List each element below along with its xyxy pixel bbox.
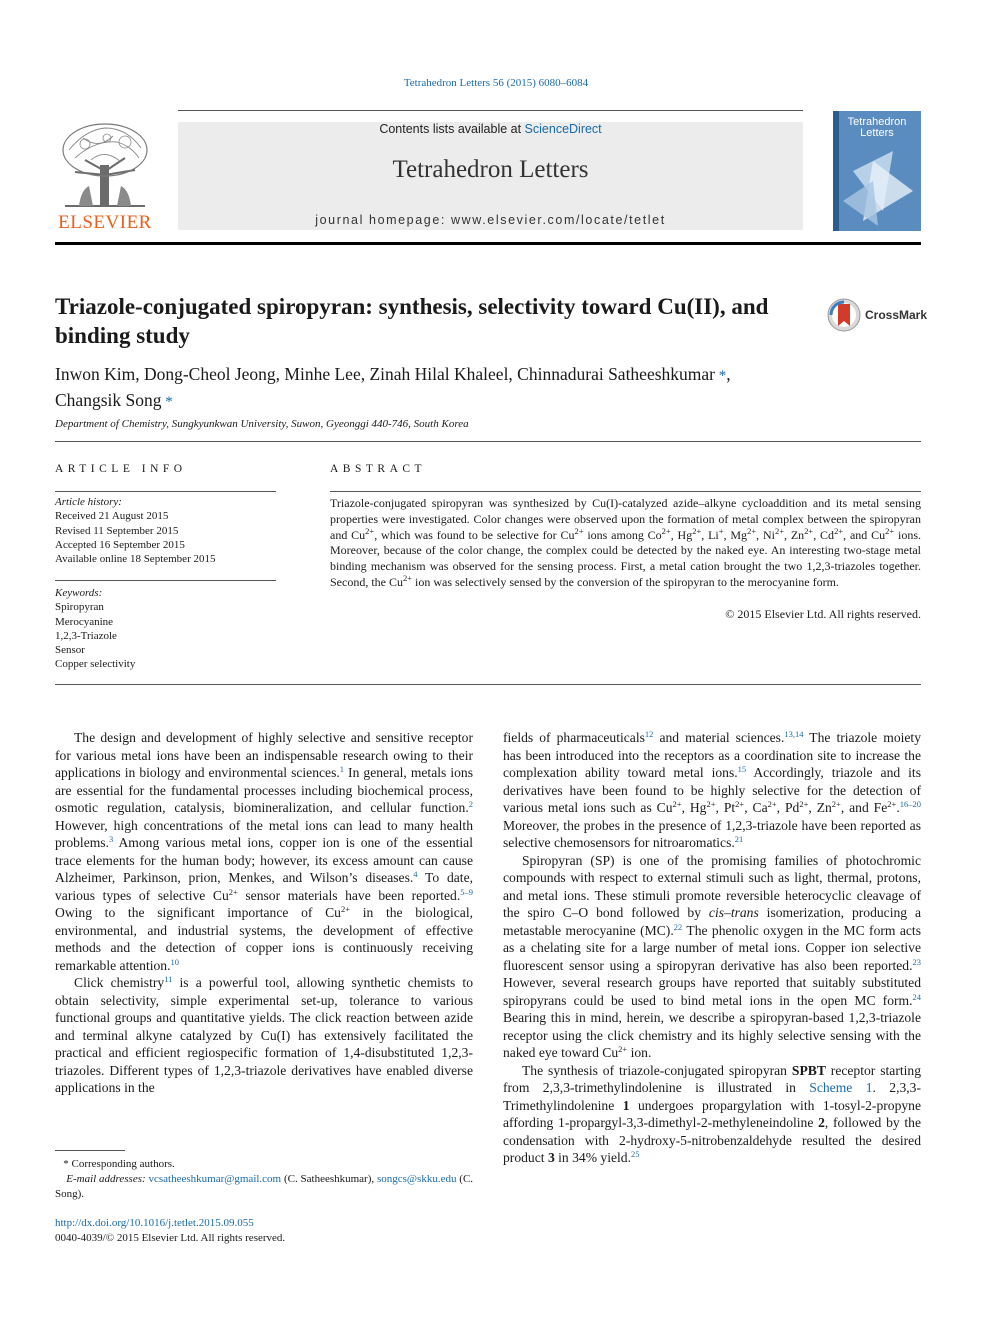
body-paragraph: fields of pharmaceuticals$^{12}$ and material sciences.$^{13,14}$ The triazole moiety has been introduced into the receptors as a coordination site to increase the complexation ability toward metal ions.$^{15}$ Accordingly, triazole and its derivatives have been found to be highly selective for the detection of various metal ions such as $Cu^{2+}$, $Hg^{2+}$, $Pt^{2+}$, $Ca^{2+}$, $Pd^{2+}$, $Zn^{2+}$, and $Fe^{2+}.^{16-20}$ Moreover, the probes in the presence of 1,2,3-triazole have been reported as selective chemosensors for nitroaromatics.$^{21}$ (503, 729, 922, 850)
crossmark-label: CrossMark (865, 308, 928, 322)
corresponding-footnote: * Corresponding authors. (55, 1158, 175, 1170)
crossmark-badge[interactable] (827, 298, 928, 332)
affiliation-rule (55, 441, 921, 442)
crossmark-icon (827, 298, 861, 332)
email-link-satheeshkumar[interactable]: vcsatheeshkumar@gmail.com (148, 1173, 282, 1185)
email2-name: (C. Song). (55, 1173, 474, 1200)
email-link-song[interactable]: songcs@skku.edu (376, 1173, 457, 1185)
elsevier-logo (55, 120, 155, 235)
keyword: 1,2,3-Triazole (55, 629, 117, 642)
info-rule (55, 491, 276, 492)
email-footnote (55, 1172, 473, 1202)
sciencedirect-link[interactable]: ScienceDirect (524, 122, 602, 136)
corresponding-mark[interactable]: * (161, 394, 173, 410)
abstract-copyright: © 2015 Elsevier Ltd. All rights reserved. (725, 607, 921, 621)
history-rule (55, 580, 276, 581)
history-item: Available online 18 September 2015 (55, 553, 216, 566)
keyword: Copper selectivity (55, 658, 136, 671)
footnote-rule (55, 1150, 125, 1151)
article-history (55, 495, 215, 566)
journal-homepage[interactable]: journal homepage: www.elsevier.com/locate/tetlet (315, 213, 666, 227)
keywords (55, 586, 135, 672)
keywords-label: Keywords: (55, 587, 103, 599)
abstract-text: Triazole-conjugated spiropyran was synthesized by Cu(I)-catalyzed azide–alkyne cycloaddition and its metal sensing properties were investigated. Color changes were observed upon the formation of metal complex between the spiropyran and $Cu^{2+}$, which was found to be selective for $Cu^{2+}$ ions among $Co^{2+}$, $Hg^{2+}$, Li+, $Mg^{2+}$, $Ni^{2+}$, $Zn^{2+}$, $Cd^{2+}$, and $Cu^{2+}$ ions. Moreover, because of the color change, the complex could be detected by the naked eye. An interesting two-stage metal binding mechanism was observed for the sensing process. First, a metal cation brought the two 1,2,3-triazoles together. Second, the $Cu^{2+}$ ion was selectively sensed by the conversion of the spiropyran to the merocyanine form. (330, 496, 921, 589)
keyword: Merocyanine (55, 615, 114, 628)
article-info-heading: ARTICLE INFO (55, 463, 187, 475)
journal-cover-image[interactable] (833, 111, 921, 231)
body-column-left (55, 729, 473, 1097)
elsevier-wordmark: ELSEVIER (58, 212, 152, 233)
body-column-right (503, 729, 921, 1167)
journal-reference-link[interactable]: Tetrahedron Letters 56 (2015) 6080–6084 (403, 77, 589, 89)
history-label: Article history: (55, 496, 122, 508)
keyword: Spiropyran (55, 601, 104, 614)
body-paragraph: The design and development of highly selective and sensitive receptor for various metal ions have been an indispensable research owing to their applications in biology and environmental sciences.$^1$ In general, metals ions are essential for the fundamental processes including biochemical process, osmotic regulation, catalysis, biomineralization, and cellular function.$^2$ However, high concentrations of the metal ions can lead to many health problems.$^3$ Among various metal ions, copper ion is one of the essential trace elements for the human body; however, its excess amount can cause Alzheimer, Parkinson, prion, Menkes, and Wilson’s diseases.$^4$ To date, various types of selective $Cu^{2+}$ sensor materials have been reported.$^{5-9}$ Owing to the significant importance of $Cu^{2+}$ in the biological, environmental, and industrial systems, the development of effective methods and the detection of copper ions is continuously receiving remarkable attention.$^{10}$ (55, 730, 474, 973)
history-item: Accepted 16 September 2015 (55, 538, 185, 551)
authors-line1: Inwon Kim, Dong-Cheol Jeong, Minhe Lee, Zinah Hilal Khaleel, Chinnadurai Satheeshkumar (55, 364, 715, 384)
history-item: Revised 11 September 2015 (55, 524, 179, 537)
elsevier-tree-icon (55, 120, 155, 212)
header-bottom-rule (55, 242, 921, 245)
email1-name: (C. Satheeshkumar), (283, 1173, 375, 1185)
author-list: Inwon Kim, Dong-Cheol Jeong, Minhe Lee, Zinah Hilal Khaleel, Chinnadurai Satheeshkumar *, Changsik Song * (55, 364, 731, 410)
journal-header (178, 122, 803, 230)
affiliation: Department of Chemistry, Sungkyunkwan University, Suwon, Gyeonggi 440-746, South Korea (55, 418, 469, 430)
history-item: Received 21 August 2015 (55, 510, 169, 523)
doi-link[interactable]: http://dx.doi.org/10.1016/j.tetlet.2015.09.055 (55, 1217, 254, 1229)
cover-title-line1: Tetrahedron (847, 116, 907, 128)
body-paragraph: Spiropyran (SP) is one of the promising families of photochromic compounds with respect to external stimuli such as light, thermal, protons, and metal ions. These stimuli promote reversible heterocyclic cleavage of the spiro C–O bond followed by cis–trans isomerization, producing a metastable merocyanine (MC).$^{22}$ The phenolic oxygen in the MC form acts as a chelating site for a large number of metal ions. Copper ion selective fluorescent sensor using a spiropyran derivative has also been reported.$^{23}$ However, several research groups have reported that suitably substituted spiropyrans could be used to bind metal ions in the open MC form.$^{24}$ Bearing this in mind, herein, we describe a spiropyran-based 1,2,3-triazole receptor using the click chemistry and its highly selective sensing with the naked eye toward $Cu^{2+}$ ion. (503, 852, 922, 1060)
footnotes (55, 1157, 473, 1202)
corresponding-text: Corresponding authors. (71, 1158, 175, 1170)
scheme-1-link[interactable]: Scheme 1 (809, 1080, 873, 1095)
email-label: E-mail addresses: (66, 1173, 146, 1185)
cover-art-icon (833, 111, 921, 231)
contents-line (178, 122, 803, 136)
article-title: Triazole-conjugated spiropyran: synthesis, selectivity toward Cu(II), and binding study (55, 294, 769, 348)
body-paragraph: The synthesis of triazole-conjugated spiropyran SPBT receptor starting from 2,3,3-trimethylindolenine is illustrated in Scheme 1. 2,3,3-Trimethylindolenine 1 undergoes propargylation with 1-tosyl-2-propyne affording 1-propargyl-3,3-dimethyl-2-methyleneindoline 2, followed by the condensation with 2-hydroxy-5-nitrobenzaldehyde resulted the desired product 3 in 34% yield.$^{25}$ (503, 1062, 922, 1165)
author-last: Changsik Song (55, 390, 162, 410)
header-top-rule (178, 110, 803, 111)
cover-title-line2: Letters (860, 127, 894, 139)
abstract-bottom-rule (55, 684, 921, 685)
contents-prefix: Contents lists available at (379, 122, 525, 136)
body-paragraph: Click chemistry$^{11}$ is a powerful tool, allowing synthetic chemists to obtain selectivity, simple experimental set-up, tolerance to various functional groups and quantitative yields. The click reaction between azide and terminal alkyne catalyzed by Cu(I) has extensively facilitated the practical and efficient regiospecific formation of 1,4-disubstituted 1,2,3-triazoles. Different types of 1,2,3-triazole derivatives have enabled diverse applications in the (55, 974, 473, 1095)
keyword: Sensor (55, 644, 85, 657)
abstract-rule (330, 491, 921, 492)
journal-title: Tetrahedron Letters (392, 156, 589, 183)
corresponding-mark[interactable]: * (714, 368, 727, 384)
abstract-heading: ABSTRACT (330, 463, 427, 475)
issn-copyright: 0040-4039/© 2015 Elsevier Ltd. All rights reserved. (55, 1232, 286, 1244)
